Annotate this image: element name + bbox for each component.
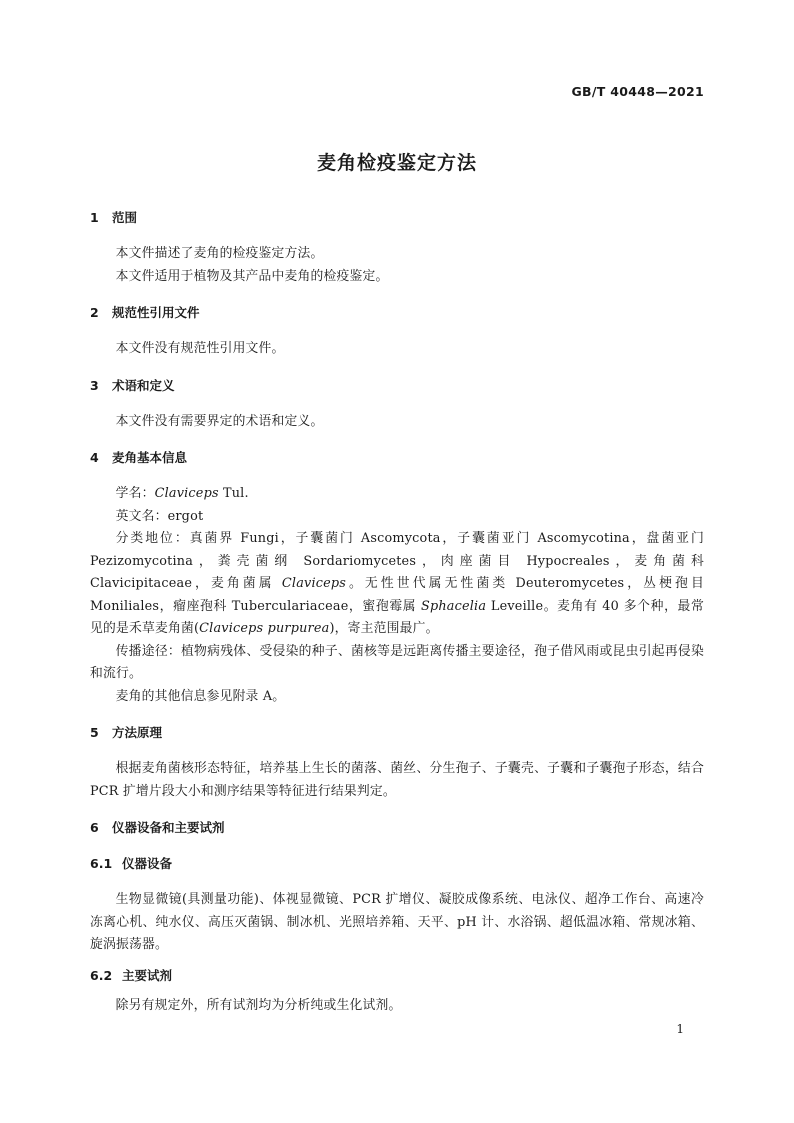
english-name: 英文名：ergot	[115, 508, 204, 524]
sci-prefix: 学名：	[115, 486, 155, 501]
section-number: 2	[90, 305, 99, 320]
section-number: 3	[90, 377, 99, 393]
tax-italic: Claviceps purpurea	[199, 621, 330, 636]
document-body	[90, 207, 704, 1017]
standard-code: GB/T 40448—2021	[571, 84, 704, 99]
section-title: 方法原理	[112, 725, 163, 740]
section-number: 6.2	[90, 967, 113, 983]
spread-paragraph: 传播途径：植物病残体、受侵染的种子、菌核等是远距离传播主要途径，孢子借风雨或昆虫引起再侵染和流行。	[90, 643, 704, 681]
section-1-heading	[90, 207, 704, 229]
section-title: 规范性引用文件	[112, 305, 200, 320]
section-title: 麦角基本信息	[112, 450, 188, 465]
paragraph: 本文件描述了麦角的检疫鉴定方法。	[115, 246, 324, 261]
section-4-heading	[90, 447, 704, 469]
document-title: 麦角检疫鉴定方法	[316, 152, 477, 174]
tax-text: 分类地位：真菌界 Fungi，子囊菌门 Ascomycota，子囊菌亚门 Ascomycotina，盘菌亚门 Pezizomycotina，粪壳菌纲 Sordariomycetes，肉座菌目 Hypocreales，麦角菌科 Clavicipitaceae，麦角菌属	[90, 531, 704, 591]
tax-italic: Sphacelia	[420, 598, 487, 614]
section-title: 范围	[112, 210, 138, 225]
paragraph: 生物显微镜(具测量功能)、体视显微镜、PCR 扩增仪、凝胶成像系统、电泳仪、超净工作台、高速冷冻离心机、纯水仪、高压灭菌锅、制冰机、光照培养箱、天平、pH 计、水浴锅、超低温冰箱、常规冰箱、旋涡振荡器。	[90, 892, 704, 952]
other-info-paragraph: 麦角的其他信息参见附录 A。	[115, 688, 286, 704]
section-5-heading	[90, 722, 704, 744]
scientific-name	[90, 483, 704, 506]
tax-text: )，寄主范围最广。	[329, 621, 439, 636]
section-number: 4	[90, 450, 99, 465]
sci-italic: Claviceps	[154, 486, 219, 501]
section-number: 6.1	[90, 856, 113, 871]
paragraph: 根据麦角菌核形态特征，培养基上生长的菌落、菌丝、分生孢子、子囊壳、子囊和子囊孢子形态，结合 PCR 扩增片段大小和测序结果等特征进行结果判定。	[90, 761, 704, 799]
section-3-heading	[90, 375, 704, 397]
paragraph: 本文件没有需要界定的术语和定义。	[115, 413, 324, 429]
tax-text: 。无性世代属无性菌类 Deuteromycetes，丛梗孢目 Moniliales，瘤座孢科 Tuberculariaceae，蜜孢霉属	[90, 576, 704, 614]
section-2-heading	[90, 302, 704, 324]
page-number: 1	[676, 1022, 684, 1036]
section-title: 术语和定义	[112, 377, 175, 393]
tax-italic: Claviceps	[281, 576, 347, 591]
section-number: 1	[90, 210, 99, 225]
section-title: 主要试剂	[122, 967, 173, 983]
taxonomy-paragraph	[90, 528, 704, 641]
section-6-heading	[90, 817, 704, 839]
paragraph: 本文件适用于植物及其产品中麦角的检疫鉴定。	[115, 268, 389, 284]
section-number: 5	[90, 725, 99, 740]
section-6-2-heading	[90, 965, 704, 987]
paragraph: 本文件没有规范性引用文件。	[115, 341, 285, 356]
section-title: 仪器设备和主要试剂	[112, 820, 225, 835]
paragraph: 除另有规定外，所有试剂均为分析纯或生化试剂。	[115, 997, 402, 1013]
section-title: 仪器设备	[122, 856, 173, 871]
section-6-1-heading	[90, 853, 704, 875]
tax-text: Leveille。麦角有 40 多个种，最常见的是禾草麦角菌(	[90, 598, 705, 636]
section-number: 6	[90, 820, 99, 835]
sci-suffix: Tul.	[218, 486, 249, 501]
